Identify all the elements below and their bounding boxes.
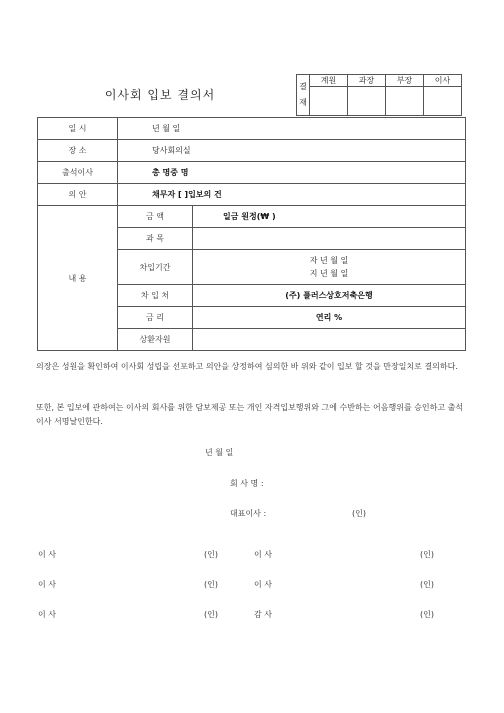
approval-header-2: 과장 [348,75,386,87]
amount-label: 금 액 [118,206,193,228]
attend-label: 출석이사 [38,162,118,184]
agenda-label: 의 안 [38,184,118,206]
approval-side-2: 재 [299,98,307,107]
subject-value[interactable] [193,228,466,250]
paragraph-1: 의장은 성원을 확인하여 이사회 성립을 선포하고 의안을 상정하여 심의한 바 위와 같이 입보 할 것을 만장일치로 결의하다. [36,362,458,371]
ceo-label: 대표이사 : [230,509,267,518]
approval-sign-2[interactable] [348,87,386,116]
lender-value[interactable]: (주) 플러스상호저축은행 [193,285,466,307]
director-2-left: 이 사 [38,580,56,589]
date-label: 일 시 [38,118,118,140]
company-name-label: 회 사 명 : [230,479,264,488]
resolution-table [37,117,466,351]
approval-header-4: 이사 [424,75,462,87]
auditor-seal[interactable]: (인) [420,610,434,619]
period-label: 차입기간 [118,250,193,285]
amount-value[interactable]: 일금 원정(₩ ) [193,206,466,228]
rate-label: 금 리 [118,307,193,329]
period-to: 지 년 월 일 [309,269,349,278]
director-1-right-seal[interactable]: (인) [420,550,434,559]
place-label: 장 소 [38,140,118,162]
rate-value[interactable]: 연리 % [193,307,466,329]
approval-box [296,74,462,116]
document-title: 이사회 입보 결의서 [104,88,216,102]
place-value[interactable]: 당사회의실 [118,140,466,162]
director-1-right: 이 사 [254,550,272,559]
period-value[interactable] [193,250,466,285]
approval-sign-1[interactable] [310,87,348,116]
paragraph-2: 또한, 본 입보에 관하여는 이사의 회사를 위한 담보제공 또는 개인 자격입보행위와 그에 수반하는 어음행위를 승인하고 출석이사 서명날인한다. [36,403,464,426]
approval-header-1: 계원 [310,75,348,87]
approval-side-1: 결 [299,82,307,91]
repay-value[interactable] [193,329,466,351]
sign-date[interactable]: 년 월 일 [205,448,234,457]
lender-label: 차 입 처 [118,285,193,307]
period-from: 자 년 월 일 [309,256,349,265]
director-2-left-seal[interactable]: (인) [204,580,218,589]
director-3-left: 이 사 [38,610,56,619]
attend-value[interactable]: 총 명중 명 [118,162,466,184]
director-2-right: 이 사 [254,580,272,589]
approval-side-label [297,75,310,116]
approval-sign-4[interactable] [424,87,462,116]
approval-header-3: 부장 [386,75,424,87]
director-3-left-seal[interactable]: (인) [204,610,218,619]
ceo-seal[interactable]: (인) [352,509,366,518]
auditor-label: 감 사 [254,610,272,619]
director-1-left-seal[interactable]: (인) [204,550,218,559]
director-1-left: 이 사 [38,550,56,559]
repay-label: 상환자원 [118,329,193,351]
content-label: 내 용 [38,206,118,351]
approval-sign-3[interactable] [386,87,424,116]
subject-label: 과 목 [118,228,193,250]
agenda-value[interactable]: 채무자 [ ]입보의 건 [118,184,466,206]
director-2-right-seal[interactable]: (인) [420,580,434,589]
date-value[interactable]: 년 월 일 [118,118,466,140]
